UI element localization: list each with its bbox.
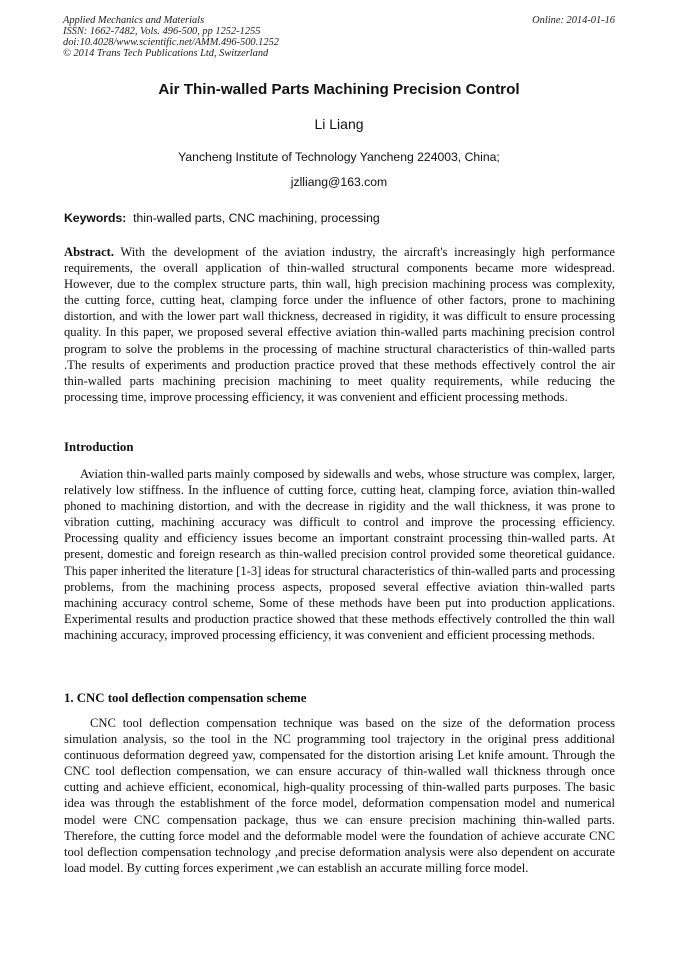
keywords-text: thin-walled parts, CNC machining, processing bbox=[133, 211, 380, 225]
introduction-paragraph: Aviation thin-walled parts mainly composed by sidewalls and webs, whose structure was complex, larger, relatively low stiffness. In the influence of cutting force, cutting heat, clamping force, aviation thin-walled phoned to machining distortion, and with the decrease in rigidity and the wall thickness, it was prone to vibration cutting, machining accuracy was difficult to control and improve the processing efficiency. Processing quality and efficiency issues become an important constraint processing thin-walled parts. At present, domestic and foreign research as thin-walled precision control provided some theoretical guidance. This paper inherited the literature [1-3] ideas for structural characteristics of thin-walled parts and processing problems, from the machining process aspects, proposed several effective aviation thin-walled parts machining accuracy control scheme, Some of these methods have been put into production applications. Experimental results and production practice showed that these methods effectively controlled the thin wall machining accuracy, improved processing efficiency, it was convenient and efficient processing methods. bbox=[64, 467, 615, 642]
section-1-paragraph: CNC tool deflection compensation technique was based on the size of the deformation process simulation analysis, so the tool in the NC programming tool trajectory in the original press additional continuous deformation degreed yaw, compensated for the distortion arising Let knife amount. Through the CNC tool deflection compensation, we can ensure accuracy of thin-walled wall thickness through once cutting and achieve efficient, economical, high-quality processing of thin-walled parts purposes. The basic idea was through the establishment of the force model, deformation compensation model and numerical model were CNC compensation package, thus we can ensure precision machining thin-walled parts. Therefore, the cutting force model and the deformable model were the foundation of achieve accurate CNC tool deflection compensation technology ,and precise deformation analysis were also dependent on accurate load model. By cutting forces experiment ,we can establish an accurate milling force model. bbox=[64, 716, 615, 875]
copyright-line: © 2014 Trans Tech Publications Ltd, Switzerland bbox=[63, 48, 269, 59]
keywords-line bbox=[64, 211, 616, 225]
abstract-label: Abstract. bbox=[64, 245, 115, 259]
paper-title: Air Thin-walled Parts Machining Precision Control bbox=[158, 81, 520, 98]
online-date: Online: 2014-01-16 bbox=[532, 15, 615, 26]
issn-line: ISSN: 1662-7482, Vols. 496-500, pp 1252-1255 bbox=[63, 26, 261, 37]
introduction-heading: Introduction bbox=[64, 440, 134, 454]
author-affiliation: Yancheng Institute of Technology Yancheng 224003, China; bbox=[178, 150, 500, 164]
author-name: Li Liang bbox=[314, 116, 364, 132]
doi-line[interactable]: doi:10.4028/www.scientific.net/AMM.496-500.1252 bbox=[63, 37, 279, 48]
abstract-text: With the development of the aviation industry, the aircraft's increasingly high performance requirements, the overall application of thin-walled structural components became more widespread. However, due to the complex structure parts, thin wall, high precision machining process was complexity, the cutting force, cutting heat, clamping force under the influence of other factors, prone to machining distortion, and with the lower part wall thickness, decreased in rigidity, it was difficult to ensure processing quality. In this paper, we proposed several effective aviation thin-walled parts machining precision control program to solve the problems in the processing of machine structural characteristics of thin-walled parts .The results of experiments and production practice proved that these methods effectively control the air thin-walled parts machining precision machining to meet quality requirements, while reducing the processing time, improve processing efficiency, it was convenient and efficient processing methods. bbox=[64, 245, 616, 404]
section-1-heading: 1. CNC tool deflection compensation scheme bbox=[64, 691, 307, 705]
journal-name: Applied Mechanics and Materials bbox=[63, 15, 205, 26]
journal-header bbox=[63, 15, 483, 59]
abstract-block bbox=[64, 244, 615, 405]
author-email[interactable]: jzlliang@163.com bbox=[290, 175, 388, 189]
keywords-label: Keywords: bbox=[64, 211, 127, 225]
